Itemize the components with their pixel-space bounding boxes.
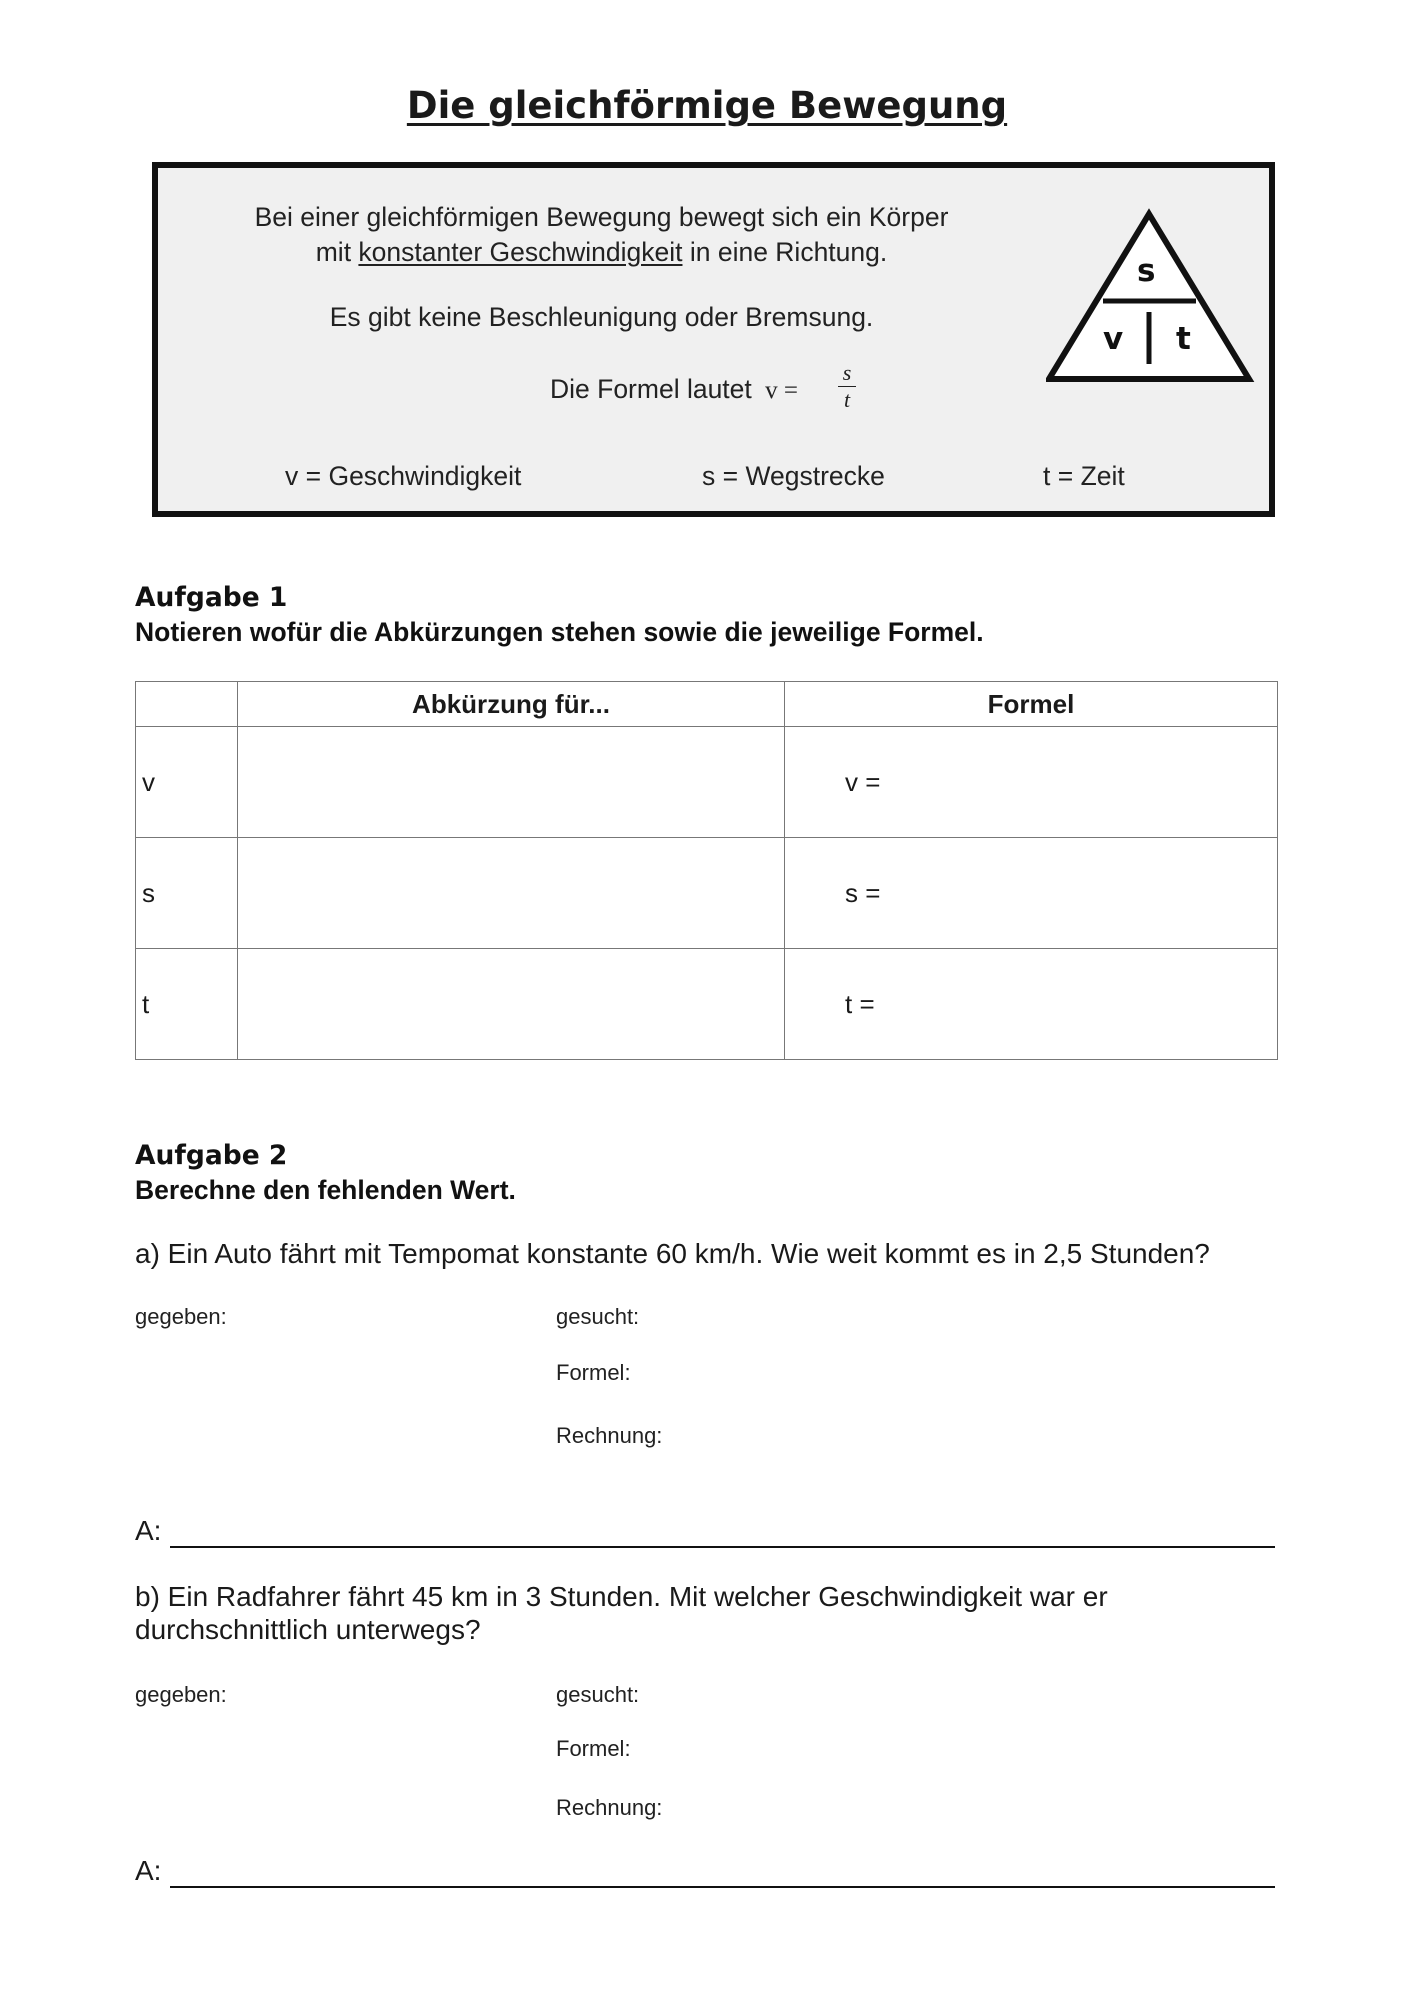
row-meaning-cell[interactable] [238, 838, 785, 949]
row-meaning-cell[interactable] [238, 727, 785, 838]
info-text-line1: Bei einer gleichförmigen Bewegung bewegt sich ein Körper [254, 202, 949, 232]
task2b-given-label: gegeben: [135, 1682, 227, 1707]
table-header-meaning: Abkürzung für... [238, 682, 785, 727]
row-label: s [136, 838, 238, 949]
triangle-v: v [1103, 321, 1124, 357]
info-text-pre: mit [315, 237, 359, 267]
info-box [152, 162, 1275, 517]
row-label: v [136, 727, 238, 838]
task2a-formula-label: Formel: [556, 1360, 631, 1385]
task2b-answer-label: A: [135, 1855, 162, 1886]
task2b-formula-label: Formel: [556, 1736, 631, 1761]
definition-v: v = Geschwindigkeit [285, 461, 522, 491]
row-meaning-cell[interactable] [238, 949, 785, 1060]
info-text-post: in eine Richtung. [682, 237, 888, 267]
table-row [136, 727, 1278, 838]
task2a-sought-label: gesucht: [556, 1304, 640, 1329]
formula-denominator: t [843, 387, 851, 412]
task2b-calc-label: Rechnung: [556, 1795, 663, 1820]
table-header-empty [136, 682, 238, 727]
task2a-answer-label: A: [135, 1515, 162, 1546]
triangle-icon [1046, 206, 1256, 391]
row-formula-cell[interactable]: s = [785, 838, 1278, 949]
task2a-calc-label: Rechnung: [556, 1423, 663, 1448]
task1-heading: Aufgabe 1 [135, 582, 288, 613]
info-text-line3: Es gibt keine Beschleunigung oder Bremsung. [329, 302, 874, 332]
definition-t: t = Zeit [1043, 461, 1125, 491]
task1-instruction: Notieren wofür die Abkürzungen stehen sowie die jeweilige Formel. [135, 617, 984, 647]
abbreviation-table [135, 681, 1278, 1060]
formula-lhs: v = [765, 377, 798, 404]
task2-heading: Aufgabe 2 [135, 1140, 288, 1171]
task2a-given-label: gegeben: [135, 1304, 227, 1329]
task2a-question: a) Ein Auto fährt mit Tempomat konstante 60 km/h. Wie weit kommt es in 2,5 Stunden? [135, 1238, 1210, 1269]
formula-numerator: s [842, 360, 852, 385]
formula-fraction [836, 360, 858, 413]
table-header-row [136, 682, 1278, 727]
definition-s: s = Wegstrecke [702, 461, 885, 491]
table-row [136, 838, 1278, 949]
task2b-answer-line[interactable] [170, 1886, 1275, 1888]
task2b-question [135, 1580, 1108, 1646]
formula-label: Die Formel lautet [550, 374, 752, 404]
formula-row [550, 360, 852, 412]
table-header-formula: Formel [785, 682, 1278, 727]
info-text-line2 [46, 237, 1157, 268]
triangle-s: s [1137, 253, 1156, 289]
row-formula-cell[interactable]: t = [785, 949, 1278, 1060]
row-label: t [136, 949, 238, 1060]
triangle-t: t [1176, 321, 1191, 357]
task2a-answer-line[interactable] [170, 1546, 1275, 1548]
task2b-question-line1: b) Ein Radfahrer fährt 45 km in 3 Stunden. Mit welcher Geschwindigkeit war er [135, 1581, 1108, 1612]
task2b-question-line2: durchschnittlich unterwegs? [135, 1614, 481, 1645]
info-text-underlined: konstanter Geschwindigkeit [358, 237, 683, 267]
formula-triangle [1046, 206, 1256, 396]
task2-instruction: Berechne den fehlenden Wert. [135, 1175, 516, 1205]
table-row [136, 949, 1278, 1060]
page-title: Die gleichförmige Bewegung [406, 84, 1008, 127]
task2b-sought-label: gesucht: [556, 1682, 640, 1707]
row-formula-cell[interactable]: v = [785, 727, 1278, 838]
